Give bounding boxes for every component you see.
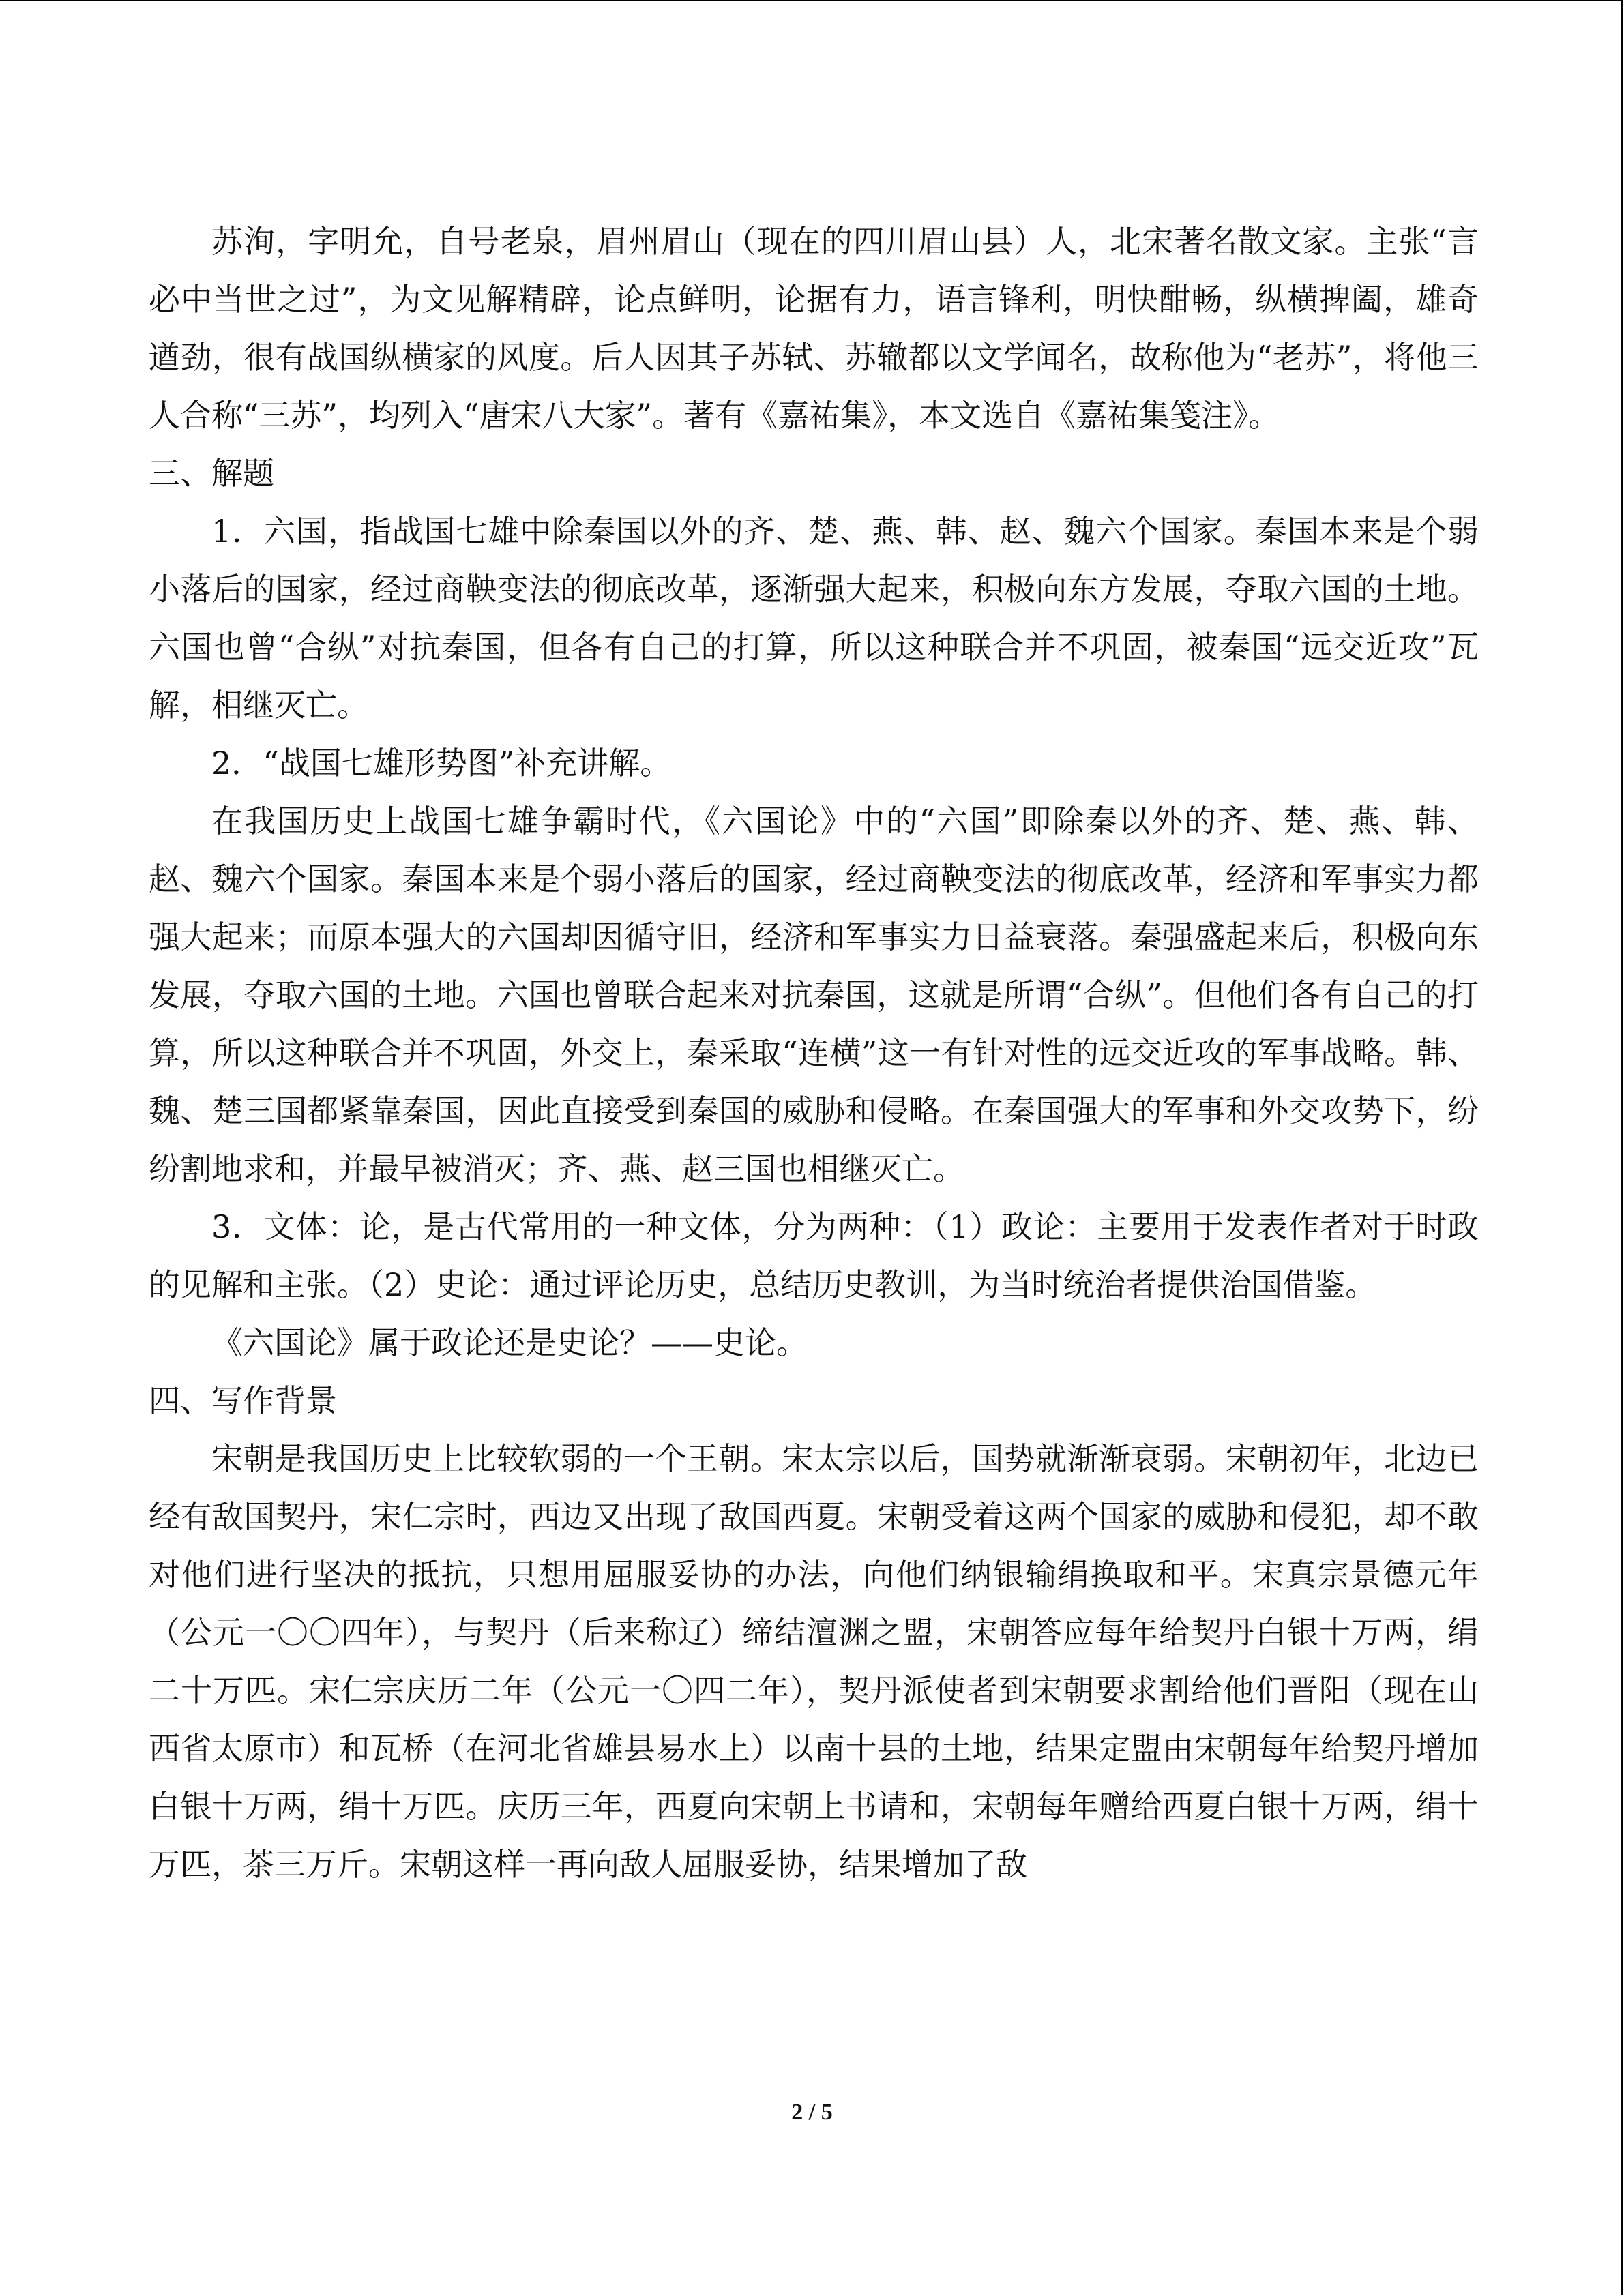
paragraph-background: 宋朝是我国历史上比较软弱的一个王朝。宋太宗以后，国势就渐渐衰弱。宋朝初年，北边已经有敌国契丹，宋仁宗时，西边又出现了敌国西夏。宋朝受着这两个国家的威胁和侵犯，却不敢对他们进行坚决的抵抗，只想用屈服妥协的办法，向他们纳银输绢换取和平。宋真宗景德元年（公元一〇〇四年），与契丹（后来称辽）缔结澶渊之盟，宋朝答应每年给契丹白银十万两，绢二十万匹。宋仁宗庆历二年（公元一〇四二年），契丹派使者到宋朝要求割给他们晋阳（现在山西省太原市）和瓦桥（在河北省雄县易水上）以南十县的土地，结果定盟由宋朝每年给契丹增加白银十万两，绢十万匹。庆历三年，西夏向宋朝上书请和，宋朝每年赠给西夏白银十万两，绢十万匹，茶三万斤。宋朝这样一再向敌人屈服妥协，结果增加了敌 <box>149 1440 1479 1883</box>
section-heading-jieti: 三、解题 <box>149 455 274 492</box>
paragraph-warring-states: 在我国历史上战国七雄争霸时代，《六国论》中的“六国”即除秦以外的齐、楚、燕、韩、赵、魏六个国家。秦国本来是个弱小落后的国家，经过商鞅变法的彻底改革，经济和军事实力都强大起来；而原本强大的六国却因循守旧，经济和军事实力日益衰落。秦强盛起来后，积极向东发展，夺取六国的土地。六国也曾联合起来对抗秦国，这就是所谓“合纵”。但他们各有自己的打算，所以这种联合并不巩固，外交上，秦采取“连横”这一有针对性的远交近攻的军事战略。韩、魏、楚三国都紧靠秦国，因此直接受到秦国的威胁和侵略。在秦国强大的军事和外交攻势下，纷纷割地求和，并最早被消灭；齐、燕、赵三国也相继灭亡。 <box>149 803 1479 1187</box>
paragraph-jieti-2: 2．“战国七雄形势图”补充讲解。 <box>211 745 672 781</box>
paragraph-question-answer: 《六国论》属于政论还是史论？——史论。 <box>211 1324 808 1361</box>
document-body <box>149 213 1479 1894</box>
section-heading-background: 四、写作背景 <box>149 1382 337 1419</box>
paragraph-jieti-1: 1．六国，指战国七雄中除秦国以外的齐、楚、燕、韩、赵、魏六个国家。秦国本来是个弱小落后的国家，经过商鞅变法的彻底改革，逐渐强大起来，积极向东方发展，夺取六国的土地。六国也曾“合纵”对抗秦国，但各有自己的打算，所以这种联合并不巩固，被秦国“远交近攻”瓦解，相继灭亡。 <box>149 513 1479 724</box>
paragraph-author-bio: 苏洵，字明允，自号老泉，眉州眉山（现在的四川眉山县）人，北宋著名散文家。主张“言必中当世之过”，为文见解精辟，论点鲜明，论据有力，语言锋利，明快酣畅，纵横捭阖，雄奇遒劲，很有战国纵横家的风度。后人因其子苏轼、苏辙都以文学闻名，故称他为“老苏”，将他三人合称“三苏”，均列入“唐宋八大家”。著有《嘉祐集》，本文选自《嘉祐集笺注》。 <box>149 223 1479 434</box>
paragraph-jieti-3: 3．文体：论，是古代常用的一种文体，分为两种：（1）政论：主要用于发表作者对于时政的见解和主张。（2）史论：通过评论历史，总结历史教训，为当时统治者提供治国借鉴。 <box>149 1208 1479 1303</box>
page-number: 2 / 5 <box>791 2100 833 2125</box>
